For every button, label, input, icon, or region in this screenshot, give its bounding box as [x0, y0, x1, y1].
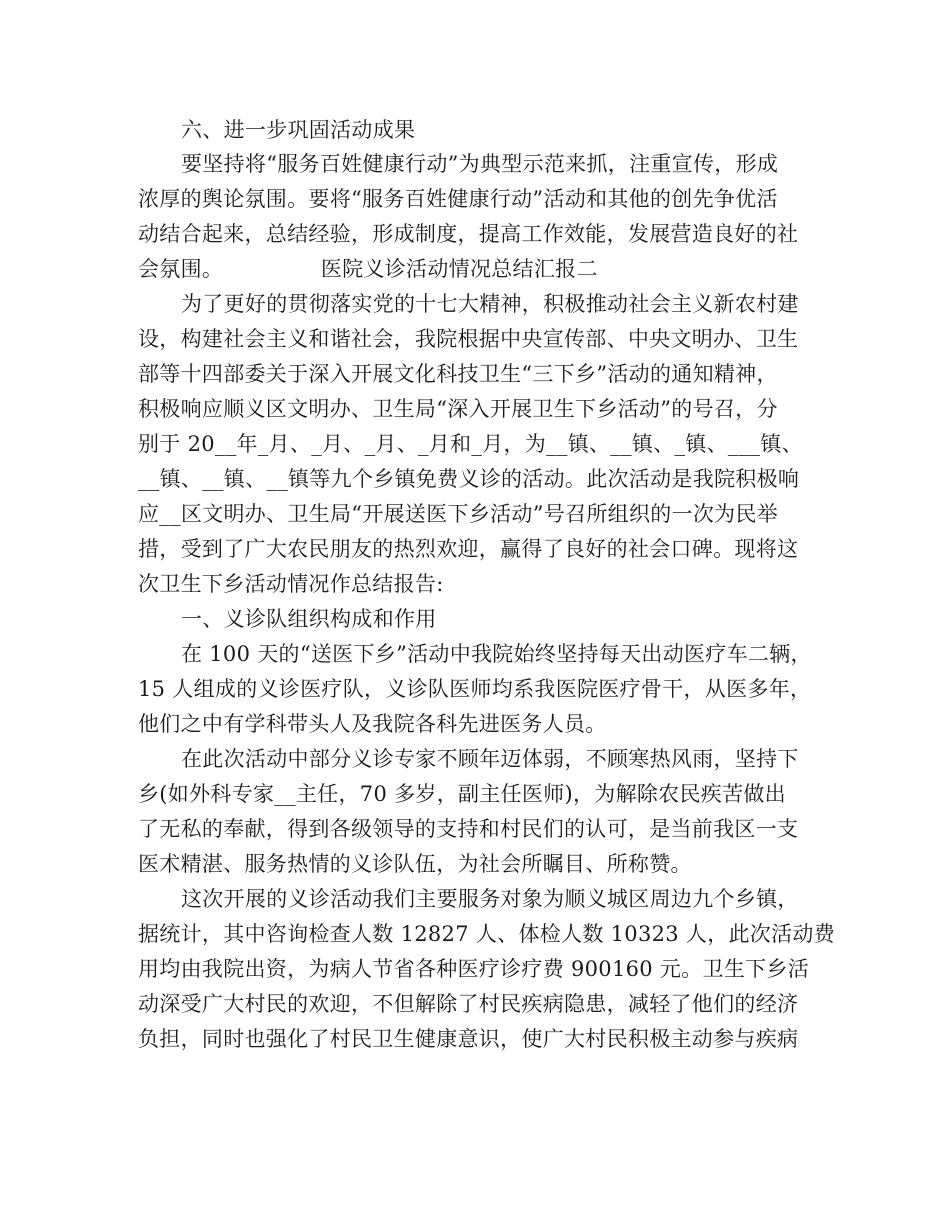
text-line: 乡(如外科专家__主任，70 多岁，副主任医师)，为解除农民疾苦做出	[138, 782, 786, 806]
text-line: 要坚持将“服务百姓健康行动”为典型示范来抓，注重宣传，形成	[181, 152, 779, 176]
text-line: 应__区文明办、卫生局“开展送医下乡活动”号召所组织的一次为民举	[138, 502, 779, 526]
text-line: 用均由我院出资，为病人节省各种医疗诊疗费 900160 元。卫生下乡活	[138, 957, 810, 981]
text-line: 在此次活动中部分义诊专家不顾年迈体弱，不顾寒热风雨，坚持下	[181, 747, 799, 771]
text-line: 15 人组成的义诊医疗队，义诊队医师均系我医院医疗骨干，从医多年，	[138, 677, 812, 701]
text-line: 医术精湛、服务热情的义诊队伍，为社会所瞩目、所称赞。	[138, 852, 692, 876]
section-heading-6: 六、进一步巩固活动成果	[181, 118, 416, 142]
text-line: 次卫生下乡活动情况作总结报告:	[138, 572, 444, 596]
text-line: 负担，同时也强化了村民卫生健康意识，使广大村民积极主动参与疾病	[138, 1027, 799, 1051]
text-line: 动结合起来，总结经验，形成制度，提高工作效能，发展营造良好的社	[138, 222, 799, 246]
text-line: __镇、__镇、__镇等九个乡镇免费义诊的活动。此次活动是我院积极响	[138, 467, 800, 491]
text-line: 为了更好的贯彻落实党的十七大精神，积极推动社会主义新农村建	[181, 292, 799, 316]
text-line: 他们之中有学科带头人及我院各科先进医务人员。	[138, 712, 607, 736]
text-line-with-title: 会氛围。 医院义诊活动情况总结汇报二	[138, 257, 598, 281]
text-line: 设，构建社会主义和谐社会，我院根据中央宣传部、中央文明办、卫生	[138, 327, 799, 351]
text-line: 措，受到了广大农民朋友的热烈欢迎，赢得了良好的社会口碑。现将这	[138, 537, 799, 561]
text-line: 积极响应顺义区文明办、卫生局“深入开展卫生下乡活动”的号召，分	[138, 397, 778, 421]
text-line: 这次开展的义诊活动我们主要服务对象为顺义城区周边九个乡镇，	[181, 887, 799, 911]
text-line: 了无私的奉献，得到各级领导的支持和村民们的认可，是当前我区一支	[138, 817, 799, 841]
text-line: 别于 20__年_月、_月、_月、_月和_月，为__镇、__镇、_镇、___镇、	[138, 432, 803, 456]
text-line: 动深受广大村民的欢迎，不但解除了村民疾病隐患，减轻了他们的经济	[138, 992, 799, 1016]
text-line: 浓厚的舆论氛围。要将“服务百姓健康行动”活动和其他的创先争优活	[138, 187, 778, 211]
text-line: 在 100 天的“送医下乡”活动中我院始终坚持每天出动医疗车二辆，	[181, 642, 812, 666]
section-heading-1: 一、义诊队组织构成和作用	[181, 607, 437, 631]
text-line: 部等十四部委关于深入开展文化科技卫生“三下乡”活动的通知精神，	[138, 362, 778, 386]
text-line: 据统计，其中咨询检查人数 12827 人、体检人数 10323 人，此次活动费	[138, 922, 836, 946]
